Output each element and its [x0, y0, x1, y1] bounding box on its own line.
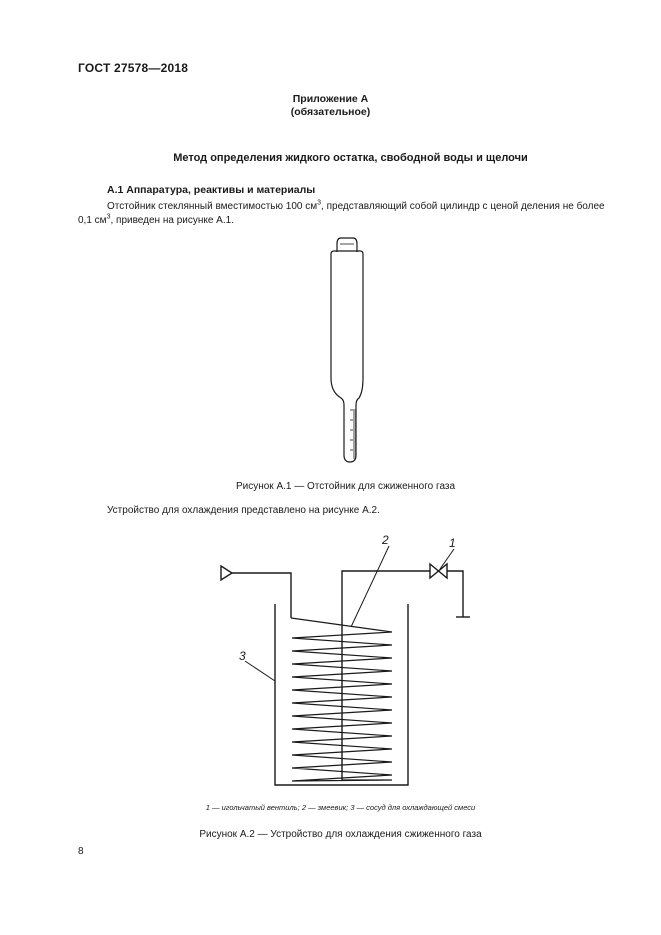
paragraph-1-line-1 [107, 201, 605, 212]
needle-valve [430, 564, 447, 578]
figure-a2-caption: Рисунок А.2 — Устройство для охлаждения сжиженного газа [199, 829, 482, 840]
superscript: 3 [106, 213, 111, 221]
paragraph-2: Устройство для охлаждения представлено на рисунке А.2. [107, 505, 380, 516]
legend-number: 3 [350, 803, 355, 812]
coil [291, 618, 392, 781]
paragraph-text: 0,1 см [78, 215, 107, 226]
paragraph-text: , представляющий собой цилиндр с ценой деления не более [321, 201, 605, 212]
figure-a2-legend [10, 803, 661, 812]
label-vessel: 3 [239, 649, 246, 663]
paragraph-text: , приведен на рисунке А.1. [110, 215, 234, 226]
legend-number: 2 [301, 803, 306, 812]
legend-text: — змеевик; [305, 803, 351, 812]
document-header: ГОСТ 27578—2018 [78, 61, 189, 75]
method-title: Метод определения жидкого остатка, свободной воды и щелочи [173, 152, 528, 164]
paragraph-1-line-2 [78, 215, 234, 226]
annex-subtitle: (обязательное) [290, 106, 371, 118]
annex-title: Приложение А [292, 93, 369, 105]
inlet-pipe [232, 573, 291, 618]
page-number: 8 [78, 846, 84, 857]
label-coil: 2 [382, 533, 389, 547]
section-title: А.1 Аппаратура, реактивы и материалы [107, 184, 316, 196]
outlet-pipe [342, 571, 430, 780]
legend-text: — сосуд для охлаждающей смеси [354, 803, 476, 812]
legend-number: 1 [205, 803, 210, 812]
label-valve: 1 [449, 536, 456, 550]
superscript: 3 [317, 199, 322, 207]
figure-a1-caption: Рисунок А.1 — Отстойник для сжиженного газа [235, 481, 456, 492]
cooling-vessel [275, 604, 408, 785]
paragraph-text: Отстойник стеклянный вместимостью 100 см [107, 201, 318, 212]
legend-text: — игольчатый вентиль; [209, 803, 302, 812]
